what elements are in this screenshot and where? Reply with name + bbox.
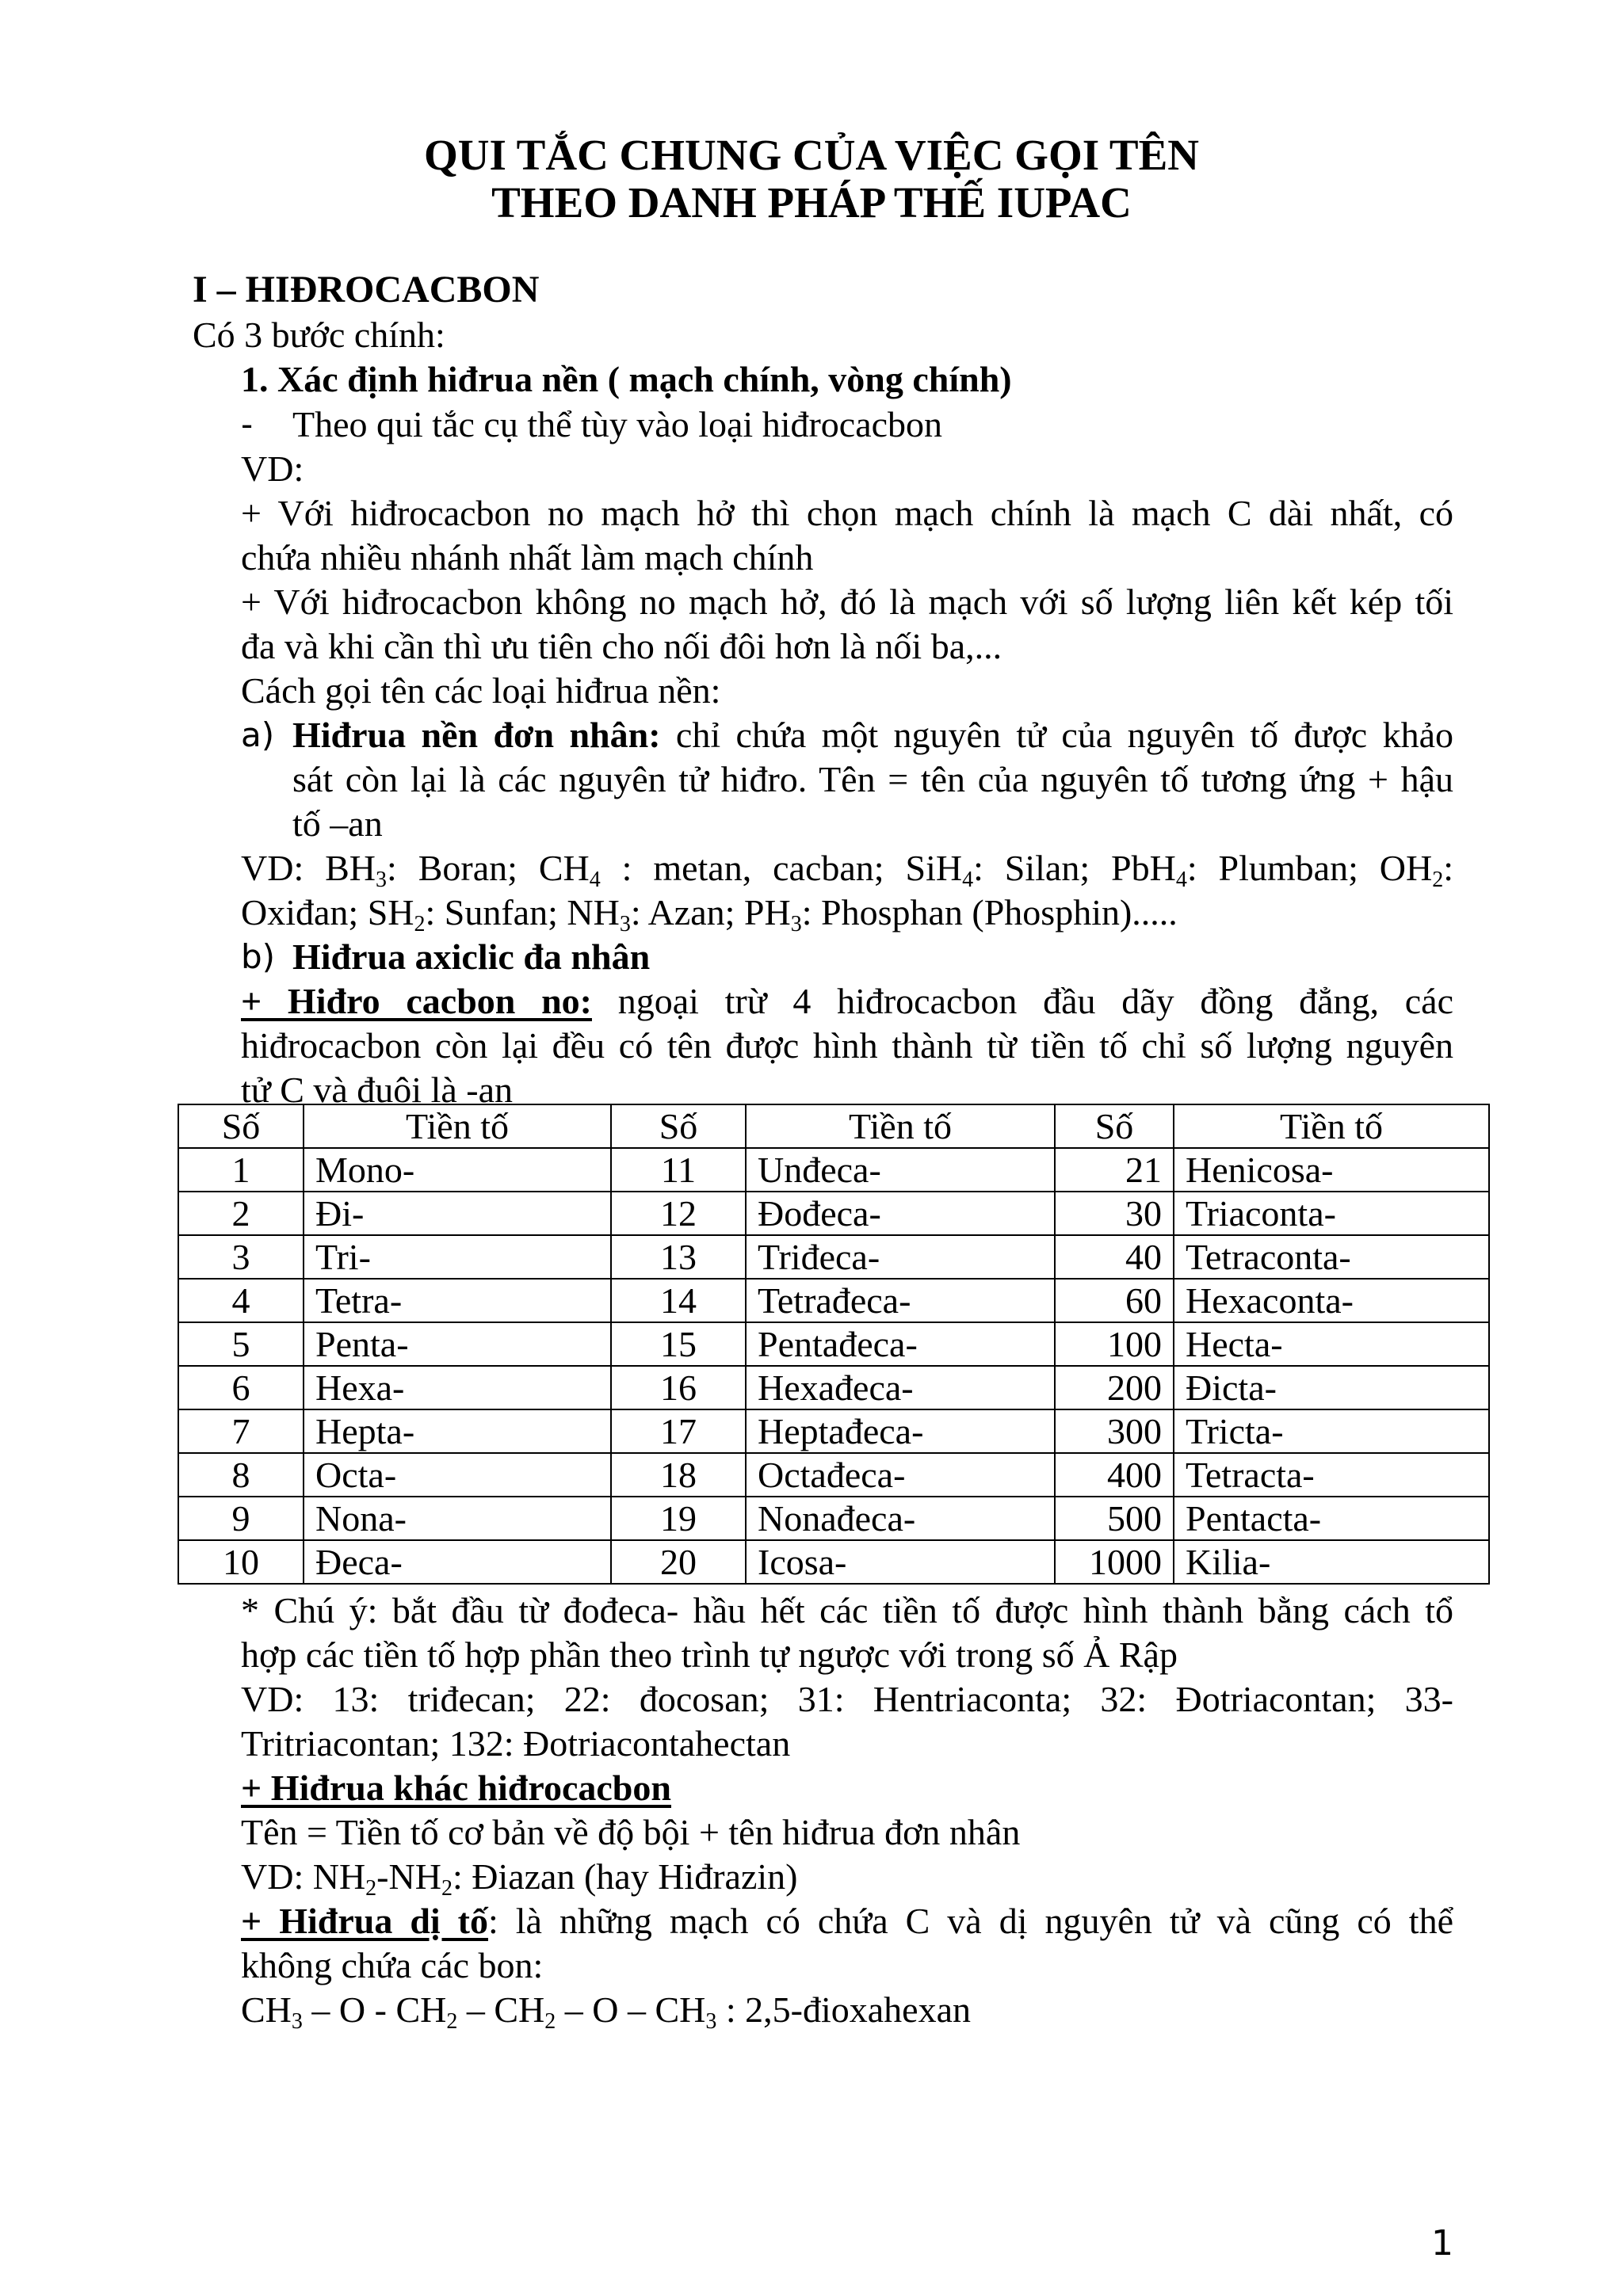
subscript: 2 xyxy=(544,2009,556,2034)
cell-number-3: 100 xyxy=(1055,1322,1174,1366)
cell-number-2: 18 xyxy=(611,1453,746,1497)
cell-prefix-1: Hexa- xyxy=(304,1366,611,1409)
cell-number-1: 9 xyxy=(178,1497,304,1540)
cell-prefix-3: Henicosa- xyxy=(1174,1148,1489,1192)
prefix-table xyxy=(178,1104,1490,1585)
text-run: VD: BH xyxy=(241,848,376,888)
cell-number-1: 7 xyxy=(178,1409,304,1453)
text-run: : Sunfan; NH xyxy=(425,892,620,933)
text-run: : Silan; PbH xyxy=(973,848,1176,888)
subscript: 4 xyxy=(589,868,601,892)
cell-prefix-1: Đeca- xyxy=(304,1540,611,1584)
cell-prefix-3: Tetracta- xyxy=(1174,1453,1489,1497)
item-a-marker: a) xyxy=(241,715,275,754)
title-line-2: THEO DANH PHÁP THẾ IUPAC xyxy=(491,178,1132,227)
text-run: : Boran; CH xyxy=(387,848,590,888)
text-run: – CH xyxy=(457,1989,545,2030)
cell-number-1: 1 xyxy=(178,1148,304,1192)
cell-prefix-2: Tetrađeca- xyxy=(746,1279,1055,1322)
table-row xyxy=(178,1322,1489,1366)
subscript: 3 xyxy=(291,2009,303,2034)
cell-number-3: 30 xyxy=(1055,1192,1174,1235)
dash-text: Theo qui tắc cụ thể tùy vào loại hiđrocacbon xyxy=(292,404,943,444)
subscript: 2 xyxy=(446,2009,458,2034)
saturated-line-2: hiđrocacbon còn lại đều có tên được hình thành từ tiền tố chỉ số lượng nguyên xyxy=(241,1025,1453,1066)
hetero-line-1 xyxy=(241,1899,1453,1943)
table-row xyxy=(178,1366,1489,1409)
text-run: : xyxy=(1443,848,1453,888)
cell-number-3: 400 xyxy=(1055,1453,1174,1497)
other-hydride-line-1: Tên = Tiền tố cơ bản về độ bội + tên hiđrua đơn nhân xyxy=(241,1812,1021,1852)
text-run: : Plumban; OH xyxy=(1186,848,1433,888)
cell-prefix-3: Kilia- xyxy=(1174,1540,1489,1584)
item-b-marker: b) xyxy=(241,937,276,976)
cell-prefix-2: Đođeca- xyxy=(746,1192,1055,1235)
header-prefix-2: Tiền tố xyxy=(746,1104,1055,1148)
text-run: -NH xyxy=(376,1856,441,1897)
table-row xyxy=(178,1235,1489,1279)
cell-number-1: 4 xyxy=(178,1279,304,1322)
cell-number-2: 19 xyxy=(611,1497,746,1540)
hetero-line-1-rest: : là những mạch có chứa C và dị nguyên tử và cũng có thể xyxy=(488,1901,1453,1941)
subscript: 2 xyxy=(1432,868,1444,892)
cell-number-1: 10 xyxy=(178,1540,304,1584)
subscript: 3 xyxy=(376,868,388,892)
cell-number-3: 60 xyxy=(1055,1279,1174,1322)
cell-number-2: 14 xyxy=(611,1279,746,1322)
saturated-label: + Hiđro cacbon no: xyxy=(241,981,592,1021)
subscript: 3 xyxy=(790,912,802,936)
cell-prefix-3: Tricta- xyxy=(1174,1409,1489,1453)
cell-number-3: 300 xyxy=(1055,1409,1174,1453)
cell-number-3: 40 xyxy=(1055,1235,1174,1279)
text-run: : Azan; PH xyxy=(630,892,791,933)
text-run: – O - CH xyxy=(302,1989,447,2030)
cell-prefix-1: Penta- xyxy=(304,1322,611,1366)
page-number: 1 xyxy=(1431,2223,1453,2264)
saturated-line-1 xyxy=(241,979,1453,1024)
table-row xyxy=(178,1192,1489,1235)
text-run: CH xyxy=(241,1989,292,2030)
item-a-line-1-rest: chỉ chứa một nguyên tử của nguyên tố được khảo xyxy=(660,715,1453,755)
cell-number-2: 15 xyxy=(611,1322,746,1366)
hetero-example xyxy=(241,1988,971,2032)
header-number-3: Số xyxy=(1055,1104,1174,1148)
text-run: – O – CH xyxy=(556,1989,706,2030)
table-row xyxy=(178,1279,1489,1322)
cell-prefix-2: Hexađeca- xyxy=(746,1366,1055,1409)
cell-number-3: 500 xyxy=(1055,1497,1174,1540)
cell-prefix-2: Nonađeca- xyxy=(746,1497,1055,1540)
cell-number-2: 11 xyxy=(611,1148,746,1192)
title-line-1: QUI TẮC CHUNG CỦA VIỆC GỌI TÊN xyxy=(424,131,1199,179)
subscript: 3 xyxy=(705,2009,717,2034)
rule-1-line-1: + Với hiđrocacbon no mạch hở thì chọn mạch chính là mạch C dài nhất, có xyxy=(241,493,1453,533)
step-1-heading: 1. Xác định hiđrua nền ( mạch chính, vòng chính) xyxy=(241,359,1012,399)
other-hydride-label: + Hiđrua khác hiđrocacbon xyxy=(241,1768,671,1808)
note-line-2: hợp các tiền tố hợp phần theo trình tự ngược với trong số Ả Rập xyxy=(241,1634,1178,1675)
cell-number-2: 17 xyxy=(611,1409,746,1453)
subscript: 3 xyxy=(619,912,631,936)
cell-number-2: 20 xyxy=(611,1540,746,1584)
subscript: 2 xyxy=(365,1876,377,1901)
note-line-1: * Chú ý: bắt đầu từ đođeca- hầu hết các tiền tố được hình thành bằng cách tổ xyxy=(241,1590,1453,1630)
example-a-line-2 xyxy=(241,891,1178,935)
cell-number-1: 3 xyxy=(178,1235,304,1279)
header-prefix-3: Tiền tố xyxy=(1174,1104,1489,1148)
table-row xyxy=(178,1409,1489,1453)
table-header-row xyxy=(178,1104,1489,1148)
cell-number-3: 200 xyxy=(1055,1366,1174,1409)
cell-number-2: 16 xyxy=(611,1366,746,1409)
subscript: 2 xyxy=(441,1876,453,1901)
note-line-4: Tritriacontan; 132: Đotriacontahectan xyxy=(241,1723,791,1764)
table-row xyxy=(178,1453,1489,1497)
cell-prefix-2: Unđeca- xyxy=(746,1148,1055,1192)
cell-prefix-2: Octađeca- xyxy=(746,1453,1055,1497)
cell-prefix-1: Mono- xyxy=(304,1148,611,1192)
cell-prefix-1: Tri- xyxy=(304,1235,611,1279)
cell-number-3: 1000 xyxy=(1055,1540,1174,1584)
item-a-line-1 xyxy=(292,713,1453,757)
dash-marker: - xyxy=(241,405,254,444)
rule-1-line-2: chứa nhiều nhánh nhất làm mạch chính xyxy=(241,537,814,578)
cell-number-1: 8 xyxy=(178,1453,304,1497)
item-a-term: Hiđrua nền đơn nhân: xyxy=(292,715,661,755)
cell-prefix-3: Hecta- xyxy=(1174,1322,1489,1366)
example-a-line-1 xyxy=(241,846,1453,891)
section-heading: I – HIĐROCACBON xyxy=(193,269,540,311)
cell-prefix-2: Heptađeca- xyxy=(746,1409,1055,1453)
intro-text: Có 3 bước chính: xyxy=(193,315,445,355)
cell-number-2: 13 xyxy=(611,1235,746,1279)
cell-prefix-1: Đi- xyxy=(304,1192,611,1235)
text-run: Oxiđan; SH xyxy=(241,892,414,933)
cell-prefix-3: Tetraconta- xyxy=(1174,1235,1489,1279)
cell-prefix-2: Pentađeca- xyxy=(746,1322,1055,1366)
vd-label: VD: xyxy=(241,448,304,489)
header-number-1: Số xyxy=(178,1104,304,1148)
text-run: : Phosphan (Phosphin)..... xyxy=(801,892,1178,933)
cell-prefix-3: Đicta- xyxy=(1174,1366,1489,1409)
cell-prefix-1: Octa- xyxy=(304,1453,611,1497)
cell-prefix-1: Tetra- xyxy=(304,1279,611,1322)
hetero-line-2: không chứa các bon: xyxy=(241,1945,544,1985)
text-run: : Điazan (hay Hiđrazin) xyxy=(452,1856,798,1897)
cell-prefix-2: Icosa- xyxy=(746,1540,1055,1584)
hetero-label: + Hiđrua dị tố xyxy=(241,1901,488,1941)
table-row xyxy=(178,1497,1489,1540)
cell-number-2: 12 xyxy=(611,1192,746,1235)
saturated-line-3: tử C và đuôi là -an xyxy=(241,1070,514,1110)
subscript: 2 xyxy=(414,912,426,936)
table-row xyxy=(178,1148,1489,1192)
item-a-line-2: sát còn lại là các nguyên tử hiđro. Tên = tên của nguyên tố tương ứng + hậu xyxy=(292,759,1453,799)
cell-number-1: 2 xyxy=(178,1192,304,1235)
naming-intro: Cách gọi tên các loại hiđrua nền: xyxy=(241,670,721,711)
item-a-line-3: tố –an xyxy=(292,803,383,844)
cell-prefix-2: Triđeca- xyxy=(746,1235,1055,1279)
table-row xyxy=(178,1540,1489,1584)
cell-prefix-3: Pentacta- xyxy=(1174,1497,1489,1540)
cell-prefix-3: Triaconta- xyxy=(1174,1192,1489,1235)
prefix-table-body xyxy=(178,1148,1489,1584)
item-b-heading: Hiđrua axiclic đa nhân xyxy=(292,936,651,977)
cell-prefix-3: Hexaconta- xyxy=(1174,1279,1489,1322)
saturated-line-1-rest: ngoại trừ 4 hiđrocacbon đầu dãy đồng đẳng, các xyxy=(591,981,1453,1021)
header-number-2: Số xyxy=(611,1104,746,1148)
other-hydride-example xyxy=(241,1855,797,1899)
subscript: 4 xyxy=(962,868,974,892)
text-run: VD: NH xyxy=(241,1856,366,1897)
rule-2-line-2: đa và khi cần thì ưu tiên cho nối đôi hơn là nối ba,... xyxy=(241,626,1002,666)
cell-prefix-1: Hepta- xyxy=(304,1409,611,1453)
rule-2-line-1: + Với hiđrocacbon không no mạch hở, đó là mạch với số lượng liên kết kép tối xyxy=(241,582,1453,622)
text-run: : 2,5-đioxahexan xyxy=(716,1989,972,2030)
header-prefix-1: Tiền tố xyxy=(304,1104,611,1148)
cell-number-1: 6 xyxy=(178,1366,304,1409)
text-run: : metan, cacban; SiH xyxy=(600,848,963,888)
note-line-3: VD: 13: triđecan; 22: đocosan; 31: Hentriaconta; 32: Đotriacontan; 33- xyxy=(241,1679,1453,1719)
cell-prefix-1: Nona- xyxy=(304,1497,611,1540)
cell-number-3: 21 xyxy=(1055,1148,1174,1192)
cell-number-1: 5 xyxy=(178,1322,304,1366)
subscript: 4 xyxy=(1175,868,1187,892)
